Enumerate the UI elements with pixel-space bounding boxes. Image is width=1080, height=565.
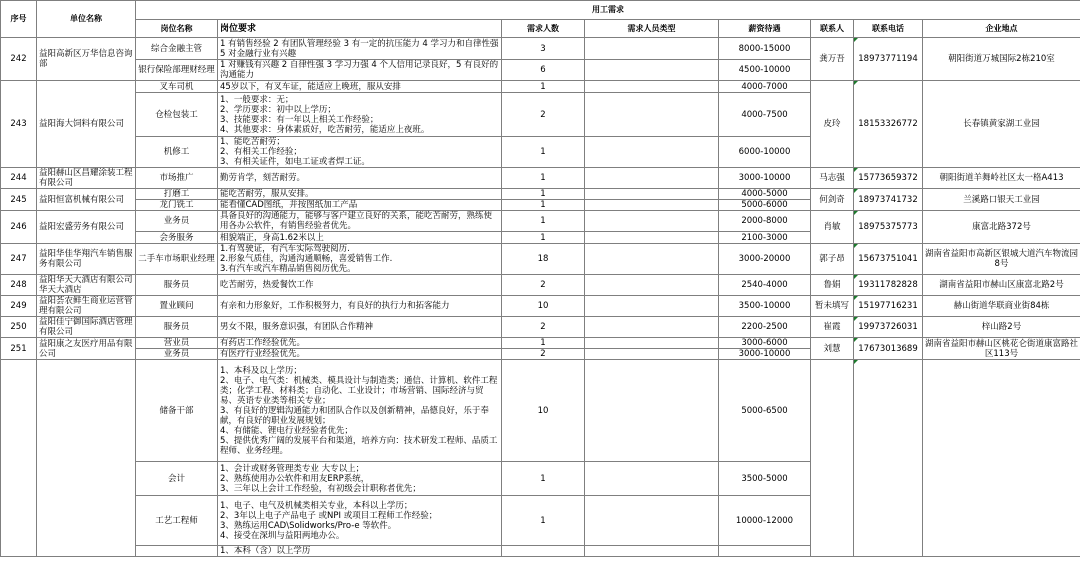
header-salary: 薪资待遇: [719, 20, 811, 38]
header-group: 用工需求: [136, 1, 1080, 20]
position-cell: 业务员: [136, 211, 218, 232]
header-phone: 联系电话: [854, 20, 923, 38]
address-cell: 湖南省益阳市赫山区桃花仑街道康富路社区113号: [923, 338, 1080, 360]
type-cell: [585, 317, 719, 338]
salary-cell: 6000-10000: [719, 137, 811, 168]
salary-cell: 2200-2500: [719, 317, 811, 338]
table-row: [1, 81, 1080, 93]
position-cell: 二手车市场职业经理: [136, 244, 218, 275]
company-cell: 益阳佳宁御国际酒店管理有限公司: [37, 317, 136, 338]
salary-cell: 4500-10000: [719, 60, 811, 81]
count-cell: 10: [502, 360, 585, 462]
count-cell: 2: [502, 275, 585, 296]
contact-cell: [811, 360, 854, 557]
contact-cell: 鲁娟: [811, 275, 854, 296]
position-cell: 龙门铣工: [136, 200, 218, 211]
salary-cell: 3000-20000: [719, 244, 811, 275]
count-cell: 3: [502, 38, 585, 60]
address-cell: 朝阳街道羊舞岭社区太一格A413: [923, 168, 1080, 189]
salary-cell: 2100-3000: [719, 232, 811, 244]
address-cell: 朝阳街道万城国际2栋210室: [923, 38, 1080, 81]
company-cell: 益阳荟农鲜生商业运营管理有限公司: [37, 296, 136, 317]
type-cell: [585, 244, 719, 275]
phone-cell: 19973726031: [854, 317, 923, 338]
position-cell: 置业顾问: [136, 296, 218, 317]
type-cell: [585, 360, 719, 462]
position-cell: 机修工: [136, 137, 218, 168]
phone-cell: [854, 360, 923, 557]
type-cell: [585, 38, 719, 60]
table-row: [1, 275, 1080, 296]
type-cell: [585, 189, 719, 200]
requirement-cell: 1.有驾驶证，有汽车实际驾驶阅历. 2.形象气质佳，沟通沟通顺畅，喜爱销售工作. 3.有汽车或汽车精品销售阅历优先。: [218, 244, 502, 275]
contact-cell: 皮玲: [811, 81, 854, 168]
salary-cell: 3500-10000: [719, 296, 811, 317]
seq-cell: 251: [1, 338, 37, 360]
salary-cell: 3000-10000: [719, 168, 811, 189]
table-row: [1, 168, 1080, 189]
company-cell: [37, 360, 136, 557]
position-cell: 服务员: [136, 275, 218, 296]
contact-cell: 刘慧: [811, 338, 854, 360]
requirement-cell: 1、一般要求：无； 2、学历要求：初中以上学历； 3、技能要求：有一年以上相关工作经验； 4、其他要求：身体素质好，吃苦耐劳，能适应上夜班。: [218, 93, 502, 137]
count-cell: 1: [502, 211, 585, 232]
company-cell: 益阳华天大酒店有限公司华天大酒店: [37, 275, 136, 296]
seq-cell: 242: [1, 38, 37, 81]
table-row: [1, 317, 1080, 338]
requirement-cell: 有药店工作经验优先。: [218, 338, 502, 349]
seq-cell: 250: [1, 317, 37, 338]
company-cell: 益阳康之友医疗用品有限公司: [37, 338, 136, 360]
header-contact: 联系人: [811, 20, 854, 38]
salary-cell: [719, 546, 811, 557]
requirement-cell: 有医疗行业经验优先。: [218, 349, 502, 360]
requirement-cell: 具备良好的沟通能力，能够与客户建立良好的关系，能吃苦耐劳，熟练使用各办公软件，有销售经验者优先。: [218, 211, 502, 232]
seq-cell: 243: [1, 81, 37, 168]
count-cell: 6: [502, 60, 585, 81]
company-cell: 益阳赫山区昌耀涂装工程有限公司: [37, 168, 136, 189]
count-cell: 2: [502, 349, 585, 360]
count-cell: 18: [502, 244, 585, 275]
address-cell: 兰溪路口银天工业园: [923, 189, 1080, 211]
contact-cell: 崔霞: [811, 317, 854, 338]
count-cell: 1: [502, 200, 585, 211]
salary-cell: 4000-7000: [719, 81, 811, 93]
seq-cell: 246: [1, 211, 37, 244]
salary-cell: 3000-10000: [719, 349, 811, 360]
seq-cell: 245: [1, 189, 37, 211]
salary-cell: 5000-6000: [719, 200, 811, 211]
position-cell: [136, 546, 218, 557]
contact-cell: 何剑奇: [811, 189, 854, 211]
requirement-cell: 男女不限，服务意识强，有团队合作精神: [218, 317, 502, 338]
contact-cell: 马志强: [811, 168, 854, 189]
phone-cell: 19311782828: [854, 275, 923, 296]
count-cell: 10: [502, 296, 585, 317]
salary-cell: 3000-6000: [719, 338, 811, 349]
address-cell: 长春镇黄家湖工业园: [923, 81, 1080, 168]
position-cell: 营业员: [136, 338, 218, 349]
contact-cell: 暂未填写: [811, 296, 854, 317]
address-cell: 赫山街道华联商业街84栋: [923, 296, 1080, 317]
table-row: [1, 189, 1080, 200]
requirement-cell: 1、会计或财务管理类专业 大专以上； 2、熟练使用办公软件和用友ERP系统， 3、三年以上会计工作经验，有初级会计职称者优先；: [218, 462, 502, 496]
requirement-cell: 1 对赚钱有兴趣 2 自律性强 3 学习力强 4 个人信用记录良好，5 有良好的沟通能力: [218, 60, 502, 81]
address-cell: [923, 360, 1080, 557]
salary-cell: 4000-7500: [719, 93, 811, 137]
company-cell: 益阳华佳华翔汽车销售服务有限公司: [37, 244, 136, 275]
header-type: 需求人员类型: [585, 20, 719, 38]
table-row: [1, 211, 1080, 232]
type-cell: [585, 296, 719, 317]
count-cell: [502, 546, 585, 557]
address-cell: 梓山路2号: [923, 317, 1080, 338]
count-cell: 1: [502, 232, 585, 244]
position-cell: 打磨工: [136, 189, 218, 200]
count-cell: 1: [502, 137, 585, 168]
company-cell: 益阳海大饲料有限公司: [37, 81, 136, 168]
count-cell: 1: [502, 168, 585, 189]
type-cell: [585, 349, 719, 360]
type-cell: [585, 232, 719, 244]
position-cell: 业务员: [136, 349, 218, 360]
table-row: [1, 360, 1080, 462]
address-cell: 湖南省益阳市赫山区康富北路2号: [923, 275, 1080, 296]
requirement-cell: 能吃苦耐劳，服从安排。: [218, 189, 502, 200]
requirement-cell: 1、电子、电气及机械类相关专业，本科以上学历； 2、3年以上电子产品电子 或NPI 或项目工程师工作经验； 3、熟练运用CAD\Solidworks/Pro-e 等软件。 4、接受在深圳与益阳两地办公。: [218, 496, 502, 546]
count-cell: 1: [502, 338, 585, 349]
phone-cell: 18973741732: [854, 189, 923, 211]
contact-cell: 龚万吾: [811, 38, 854, 81]
position-cell: 仓检包装工: [136, 93, 218, 137]
type-cell: [585, 546, 719, 557]
type-cell: [585, 168, 719, 189]
company-cell: 益阳宏盛劳务有限公司: [37, 211, 136, 244]
salary-cell: 5000-6500: [719, 360, 811, 462]
seq-cell: [1, 360, 37, 557]
position-cell: 服务员: [136, 317, 218, 338]
phone-cell: 15197716231: [854, 296, 923, 317]
count-cell: 1: [502, 189, 585, 200]
header-position: 岗位名称: [136, 20, 218, 38]
requirement-cell: 1、本科（含）以上学历: [218, 546, 502, 557]
phone-cell: 17673013689: [854, 338, 923, 360]
contact-cell: 肖敏: [811, 211, 854, 244]
type-cell: [585, 338, 719, 349]
header-requirement: 岗位要求: [218, 20, 502, 38]
type-cell: [585, 211, 719, 232]
count-cell: 2: [502, 317, 585, 338]
type-cell: [585, 200, 719, 211]
type-cell: [585, 81, 719, 93]
count-cell: 1: [502, 462, 585, 496]
requirement-cell: 吃苦耐劳，热爱餐饮工作: [218, 275, 502, 296]
type-cell: [585, 462, 719, 496]
salary-cell: 2000-8000: [719, 211, 811, 232]
phone-cell: 18975375773: [854, 211, 923, 244]
requirement-cell: 勤劳肯学，刻苦耐劳。: [218, 168, 502, 189]
position-cell: 储备干部: [136, 360, 218, 462]
contact-cell: 郭子昂: [811, 244, 854, 275]
requirement-cell: 1、本科及以上学历； 2、电子、电气类：机械类、模具设计与制造类；通信、计算机、软件工程类；化学工程、材料类；自动化、工业设计；市场营销、国际经济与贸易、英语专业类等相关专业； 3、有良好的逻辑沟通能力和团队合作以及创新精神，品德良好，乐于奉献，有良好的职业发展规划； 4、有储能、锂电行业经验者优先； 5、提供优秀广阔的发展平台和渠道，培养方向：技术研发工程师、品质工程师、业务经理。: [218, 360, 502, 462]
position-cell: 综合金融主管: [136, 38, 218, 60]
seq-cell: 249: [1, 296, 37, 317]
seq-cell: 248: [1, 275, 37, 296]
salary-cell: 4000-5000: [719, 189, 811, 200]
header-seq: 序号: [1, 1, 37, 38]
position-cell: 会计: [136, 462, 218, 496]
requirement-cell: 相貌端正，身高1.62米以上: [218, 232, 502, 244]
requirement-cell: 45岁以下，有叉车证，能适应上晚班，服从安排: [218, 81, 502, 93]
count-cell: 1: [502, 81, 585, 93]
table-row: [1, 338, 1080, 349]
header-address: 企业地点: [923, 20, 1080, 38]
type-cell: [585, 93, 719, 137]
address-cell: 湖南省益阳市高新区银城大道汽车物流园8号: [923, 244, 1080, 275]
address-cell: 康富北路372号: [923, 211, 1080, 244]
count-cell: 1: [502, 496, 585, 546]
phone-cell: 18973771194: [854, 38, 923, 81]
phone-cell: 15773659372: [854, 168, 923, 189]
salary-cell: 10000-12000: [719, 496, 811, 546]
position-cell: 银行保险部理财经理: [136, 60, 218, 81]
table-row: [1, 244, 1080, 275]
header-company: 单位名称: [37, 1, 136, 38]
position-cell: 叉车司机: [136, 81, 218, 93]
phone-cell: 15673751041: [854, 244, 923, 275]
company-cell: 益阳高新区万华信息咨询部: [37, 38, 136, 81]
requirement-cell: 有亲和力形象好，工作积极努力，有良好的执行力和拓客能力: [218, 296, 502, 317]
salary-cell: 2540-4000: [719, 275, 811, 296]
requirement-cell: 能看懂CAD图纸，并按图纸加工产品: [218, 200, 502, 211]
table-row: [1, 38, 1080, 60]
seq-cell: 247: [1, 244, 37, 275]
requirement-cell: 1 有销售经验 2 有团队管理经验 3 有一定的抗压能力 4 学习力和自律性强 5 对金融行业有兴趣: [218, 38, 502, 60]
type-cell: [585, 496, 719, 546]
seq-cell: 244: [1, 168, 37, 189]
type-cell: [585, 275, 719, 296]
count-cell: 2: [502, 93, 585, 137]
requirement-cell: 1、能吃苦耐劳； 2、有相关工作经验； 3、有相关证件，如电工证或者焊工证。: [218, 137, 502, 168]
type-cell: [585, 60, 719, 81]
salary-cell: 8000-15000: [719, 38, 811, 60]
type-cell: [585, 137, 719, 168]
company-cell: 益阳恒富机械有限公司: [37, 189, 136, 211]
position-cell: 工艺工程师: [136, 496, 218, 546]
salary-cell: 3500-5000: [719, 462, 811, 496]
header-count: 需求人数: [502, 20, 585, 38]
table-row: [1, 296, 1080, 317]
position-cell: 市场推广: [136, 168, 218, 189]
position-cell: 会务服务: [136, 232, 218, 244]
phone-cell: 18153326772: [854, 81, 923, 168]
